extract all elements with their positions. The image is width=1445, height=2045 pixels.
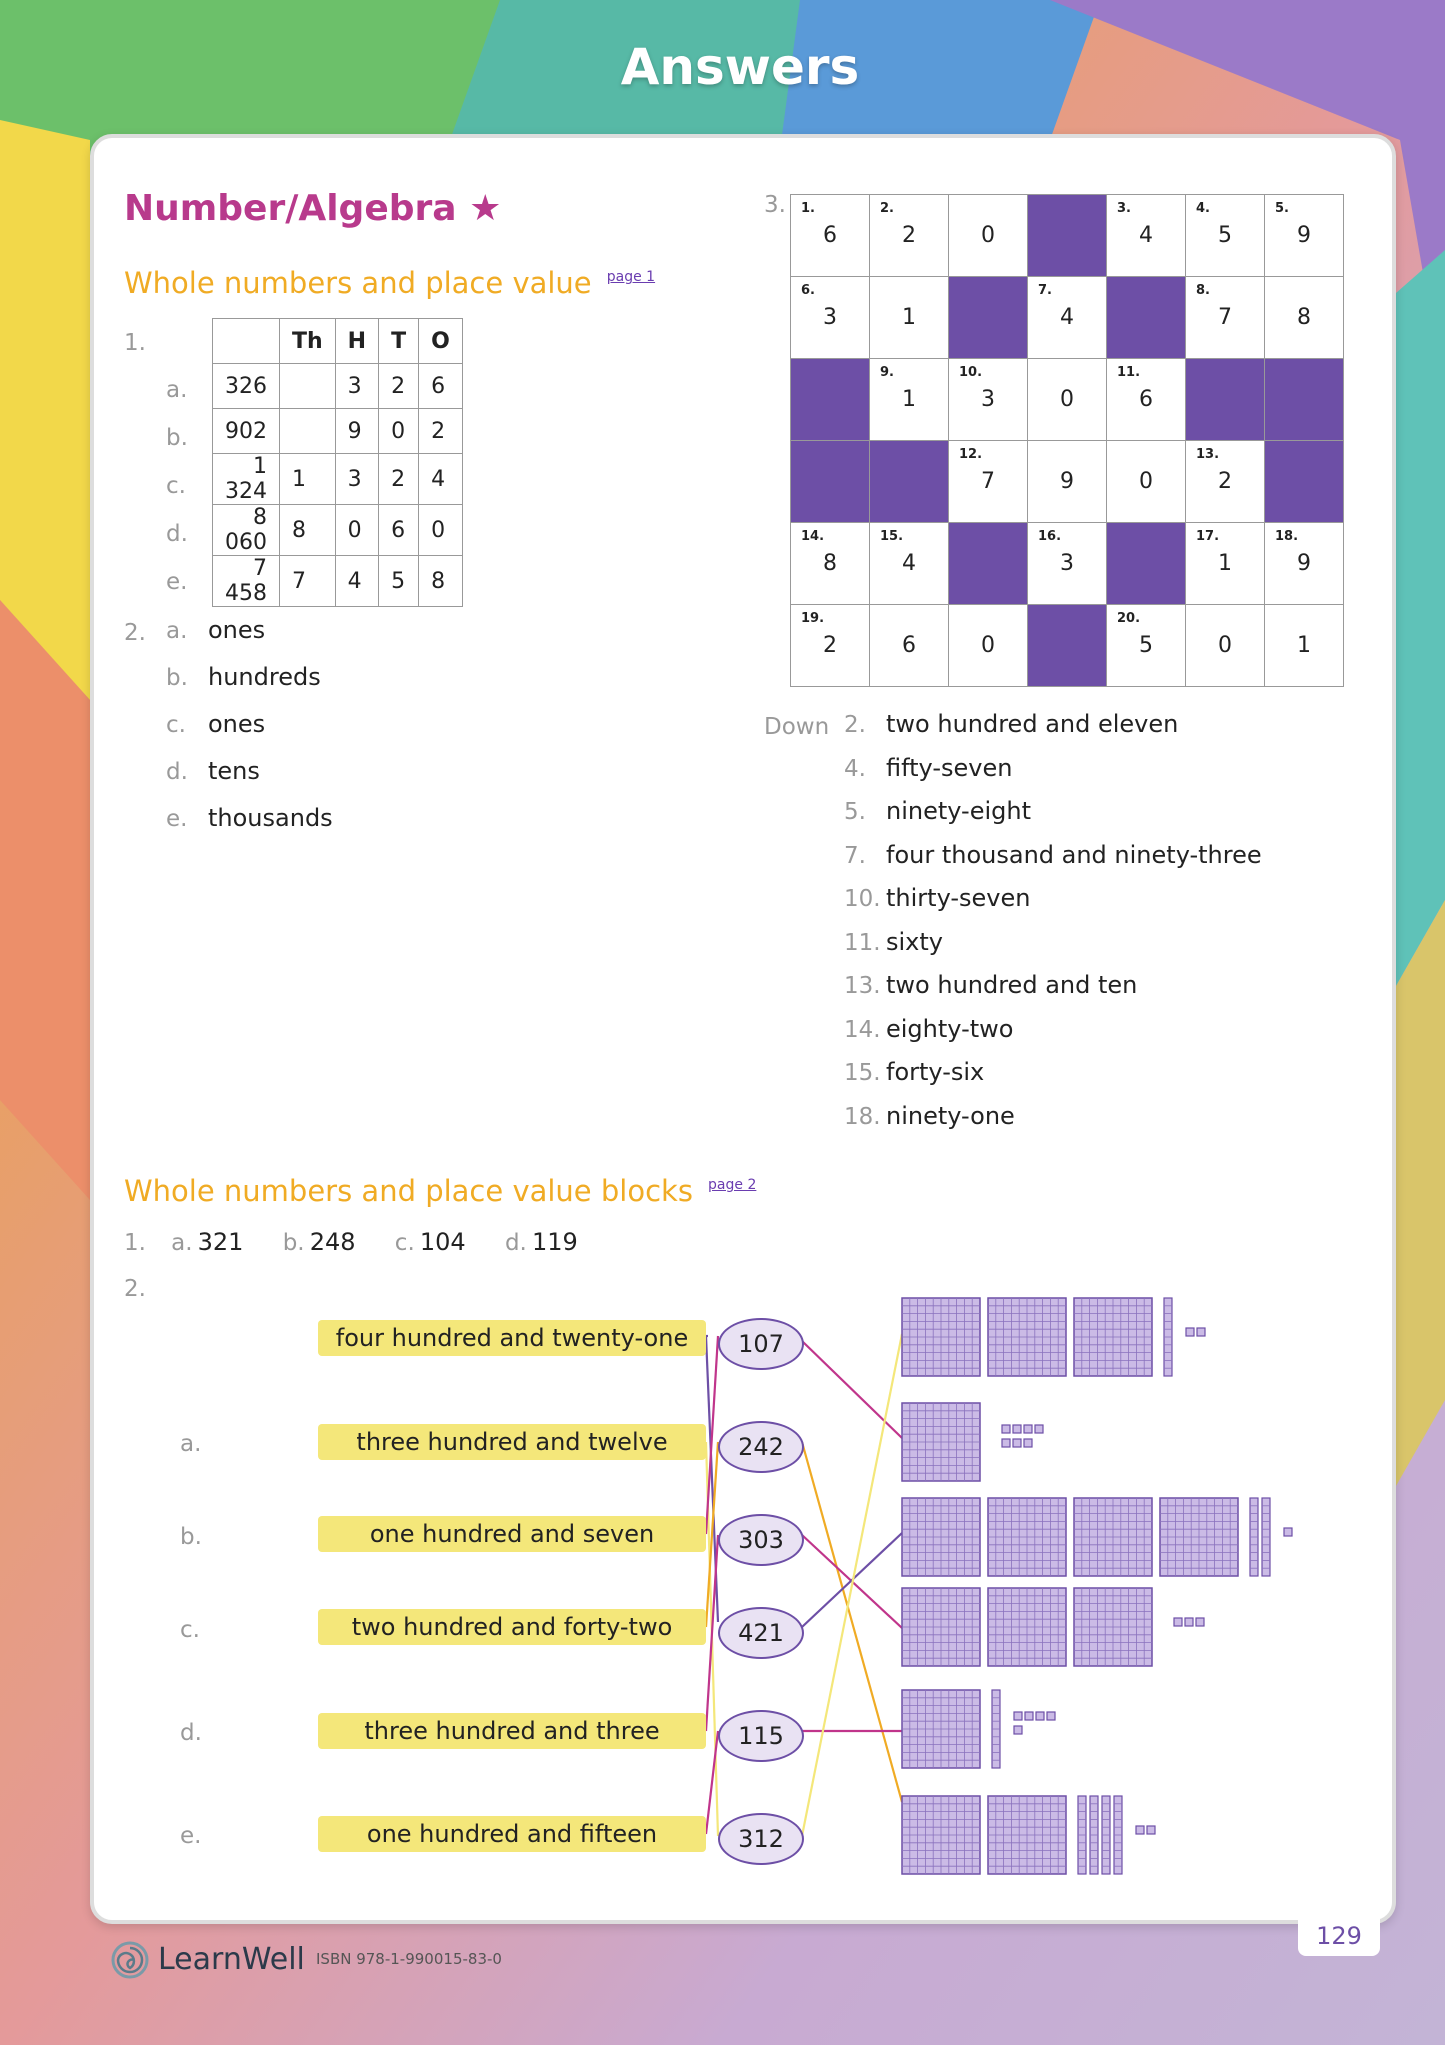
clue-number: 15. [880, 529, 904, 544]
base-ten-blocks [94, 138, 1392, 1920]
clue-number: 15. [844, 1060, 881, 1086]
page-ref-link[interactable]: page 2 [708, 1177, 757, 1193]
clue-answer: sixty [886, 927, 943, 956]
cell-digit: 3 [823, 305, 837, 330]
clue-number: 10. [844, 886, 881, 912]
learnwell-logo [110, 1940, 150, 1984]
ten-rod [1262, 1498, 1270, 1576]
page-ref-link[interactable]: page 1 [606, 269, 656, 285]
word-pill: three hundred and three [318, 1713, 706, 1749]
hundred-flat [988, 1298, 1066, 1376]
word-pill: one hundred and seven [318, 1516, 706, 1552]
clue-answer: fifty-seven [886, 753, 1013, 782]
ten-rod [1102, 1796, 1110, 1874]
clue-answer: two hundred and ten [886, 971, 1138, 999]
clue-number: 17. [1196, 529, 1220, 544]
isbn: ISBN 978-1-990015-83-0 [316, 1950, 502, 1968]
hundred-flat [1074, 1588, 1152, 1666]
clue-number: 12. [959, 447, 983, 462]
clue-number: 16. [1038, 529, 1062, 544]
cell-digit: 5 [1139, 633, 1153, 658]
clue-number: 13. [844, 973, 881, 999]
cell-digit: 4 [1139, 223, 1153, 248]
hundred-flat [988, 1796, 1066, 1874]
table-row: 7 458 7 4 5 8 [213, 556, 463, 607]
ten-rod [1114, 1796, 1122, 1874]
example-word-pill: four hundred and twenty-one [318, 1320, 706, 1356]
clue-number: 5. [1275, 201, 1289, 216]
clue-number: 4. [1196, 201, 1210, 216]
word-pill: two hundred and forty-two [318, 1609, 706, 1645]
number-oval: 115 [718, 1710, 804, 1762]
pill-letter: c. [180, 1617, 200, 1643]
hundred-flat [1074, 1298, 1152, 1376]
cell-digit: 0 [1139, 469, 1153, 494]
number-oval: 312 [718, 1813, 804, 1865]
hundred-flat [1074, 1498, 1152, 1576]
clue-number: 1. [801, 201, 815, 216]
swirl-logo-icon [110, 1940, 150, 1980]
word-pill: one hundred and fifteen [318, 1816, 706, 1852]
clue-number: 10. [959, 365, 983, 380]
one-cube [1047, 1712, 1055, 1720]
brand-name: LearnWell [158, 1942, 305, 1977]
ten-rod [992, 1690, 1000, 1768]
cell-digit: 2 [823, 633, 837, 658]
clue-number: 2. [844, 712, 866, 738]
ten-rod [1250, 1498, 1258, 1576]
list-item: d. tens [166, 757, 260, 785]
table-row: 1 324 1 3 2 4 [213, 454, 463, 505]
one-cube [1185, 1618, 1193, 1626]
cell-digit: 3 [1060, 551, 1074, 576]
clue-answer: ninety-one [886, 1101, 1015, 1130]
clue-number: 3. [1117, 201, 1131, 216]
number-oval: 242 [718, 1421, 804, 1473]
row-letter: e. [166, 569, 188, 595]
one-cube [1284, 1528, 1292, 1536]
header-t: T [379, 319, 419, 364]
list-item: e. thousands [166, 804, 333, 832]
list-item: c. ones [166, 710, 266, 738]
ten-rod [1090, 1796, 1098, 1874]
cell-digit: 6 [902, 633, 916, 658]
clue-number: 5. [844, 799, 866, 825]
list-item: b. hundreds [166, 663, 321, 691]
header-h: H [335, 319, 378, 364]
number-oval: 421 [718, 1607, 804, 1659]
clue-number: 2. [880, 201, 894, 216]
clue-number: 7. [1038, 283, 1052, 298]
cell-digit: 0 [1218, 633, 1232, 658]
hundred-flat [902, 1796, 980, 1874]
clue-number: 14. [801, 529, 825, 544]
cell-digit: 9 [1297, 223, 1311, 248]
page-number: 129 [1298, 1916, 1380, 1956]
hundred-flat [902, 1498, 980, 1576]
cell-digit: 3 [981, 387, 995, 412]
cell-digit: 0 [981, 633, 995, 658]
ten-rod [1164, 1298, 1172, 1376]
hundred-flat [902, 1298, 980, 1376]
pill-letter: b. [180, 1524, 202, 1550]
one-cube [1186, 1328, 1194, 1336]
table-row: 326 3 2 6 [213, 364, 463, 409]
cell-digit: 7 [981, 469, 995, 494]
clue-number: 18. [1275, 529, 1299, 544]
clue-answer: ninety-eight [886, 797, 1031, 825]
table-row: 902 9 0 2 [213, 409, 463, 454]
pill-letter: d. [180, 1720, 202, 1746]
clue-number: 20. [1117, 611, 1141, 626]
question-number: 3. [764, 192, 786, 218]
list-item: a. ones [166, 616, 266, 644]
page-title: Answers [620, 38, 860, 96]
down-label: Down [764, 714, 830, 740]
one-cube [1035, 1425, 1043, 1433]
one-cube [1025, 1712, 1033, 1720]
ten-rod [1078, 1796, 1086, 1874]
clue-number: 13. [1196, 447, 1220, 462]
clue-number: 11. [1117, 365, 1141, 380]
cell-digit: 6 [823, 223, 837, 248]
word-pill: three hundred and twelve [318, 1424, 706, 1460]
cell-digit: 1 [1297, 633, 1311, 658]
clue-number: 4. [844, 755, 866, 782]
one-cube [1013, 1425, 1021, 1433]
clue-answer: four thousand and ninety-three [886, 840, 1262, 869]
header-th: Th [280, 319, 336, 364]
one-cube [1196, 1618, 1204, 1626]
table-row: 8 060 8 0 6 0 [213, 505, 463, 556]
hundred-flat [988, 1588, 1066, 1666]
one-cube [1174, 1618, 1182, 1626]
cell-digit: 1 [1218, 551, 1232, 576]
clue-number: 14. [844, 1016, 881, 1043]
clue-answer: eighty-two [886, 1014, 1014, 1043]
clue-number: 7. [844, 842, 866, 869]
clue-answer: two hundred and eleven [886, 710, 1179, 738]
cell-digit: 5 [1218, 223, 1232, 248]
cell-digit: 9 [1297, 551, 1311, 576]
cell-digit: 7 [1218, 305, 1232, 330]
hundred-flat [902, 1690, 980, 1768]
one-cube [1014, 1712, 1022, 1720]
one-cube [1002, 1439, 1010, 1447]
one-cube [1013, 1439, 1021, 1447]
hundred-flat [902, 1403, 980, 1481]
cell-digit: 2 [902, 223, 916, 248]
hundred-flat [902, 1588, 980, 1666]
pill-letter: a. [180, 1431, 202, 1457]
clue-number: 8. [1196, 283, 1210, 298]
row-letter: a. [166, 377, 188, 403]
cell-digit: 0 [981, 223, 995, 248]
clue-number: 19. [801, 611, 825, 626]
question-number: 2. [124, 620, 146, 646]
one-cube [1014, 1726, 1022, 1734]
hundred-flat [988, 1498, 1066, 1576]
clue-number: 9. [880, 365, 894, 380]
cell-digit: 8 [823, 551, 837, 576]
number-oval: 303 [718, 1514, 804, 1566]
row-letter: d. [166, 521, 188, 547]
row-letter: c. [166, 473, 186, 499]
one-cube [1147, 1826, 1155, 1834]
question-number: 1. [124, 330, 146, 356]
cell-digit: 2 [1218, 469, 1232, 494]
section-title: Number/Algebra ★ [124, 188, 502, 229]
subheading-text: Whole numbers and place value blocks [124, 1174, 693, 1208]
clue-answer: forty-six [886, 1058, 985, 1086]
clue-number: 11. [844, 929, 881, 956]
cell-digit: 1 [902, 305, 916, 330]
blocks-q1-answers: 1. a. 321 b. 248 c. 104 d. 119 [124, 1228, 578, 1256]
cell-digit: 9 [1060, 469, 1074, 494]
row-letter: b. [166, 425, 188, 451]
cell-digit: 6 [1139, 387, 1153, 412]
one-cube [1136, 1826, 1144, 1834]
one-cube [1024, 1425, 1032, 1433]
number-oval: 107 [718, 1318, 804, 1370]
cell-digit: 4 [1060, 305, 1074, 330]
answer-card [90, 134, 1396, 1924]
cell-digit: 0 [1060, 387, 1074, 412]
one-cube [1024, 1439, 1032, 1447]
clue-answer: thirty-seven [886, 884, 1031, 912]
hundred-flat [1160, 1498, 1238, 1576]
cell-digit: 8 [1297, 305, 1311, 330]
question-number: 2. [124, 1276, 146, 1302]
cell-digit: 4 [902, 551, 916, 576]
pill-letter: e. [180, 1823, 202, 1849]
clue-number: 18. [844, 1103, 881, 1130]
one-cube [1002, 1425, 1010, 1433]
subheading-text: Whole numbers and place value [124, 266, 592, 300]
one-cube [1197, 1328, 1205, 1336]
one-cube [1036, 1712, 1044, 1720]
clue-number: 6. [801, 283, 815, 298]
cell-digit: 1 [902, 387, 916, 412]
header-o: O [419, 319, 463, 364]
